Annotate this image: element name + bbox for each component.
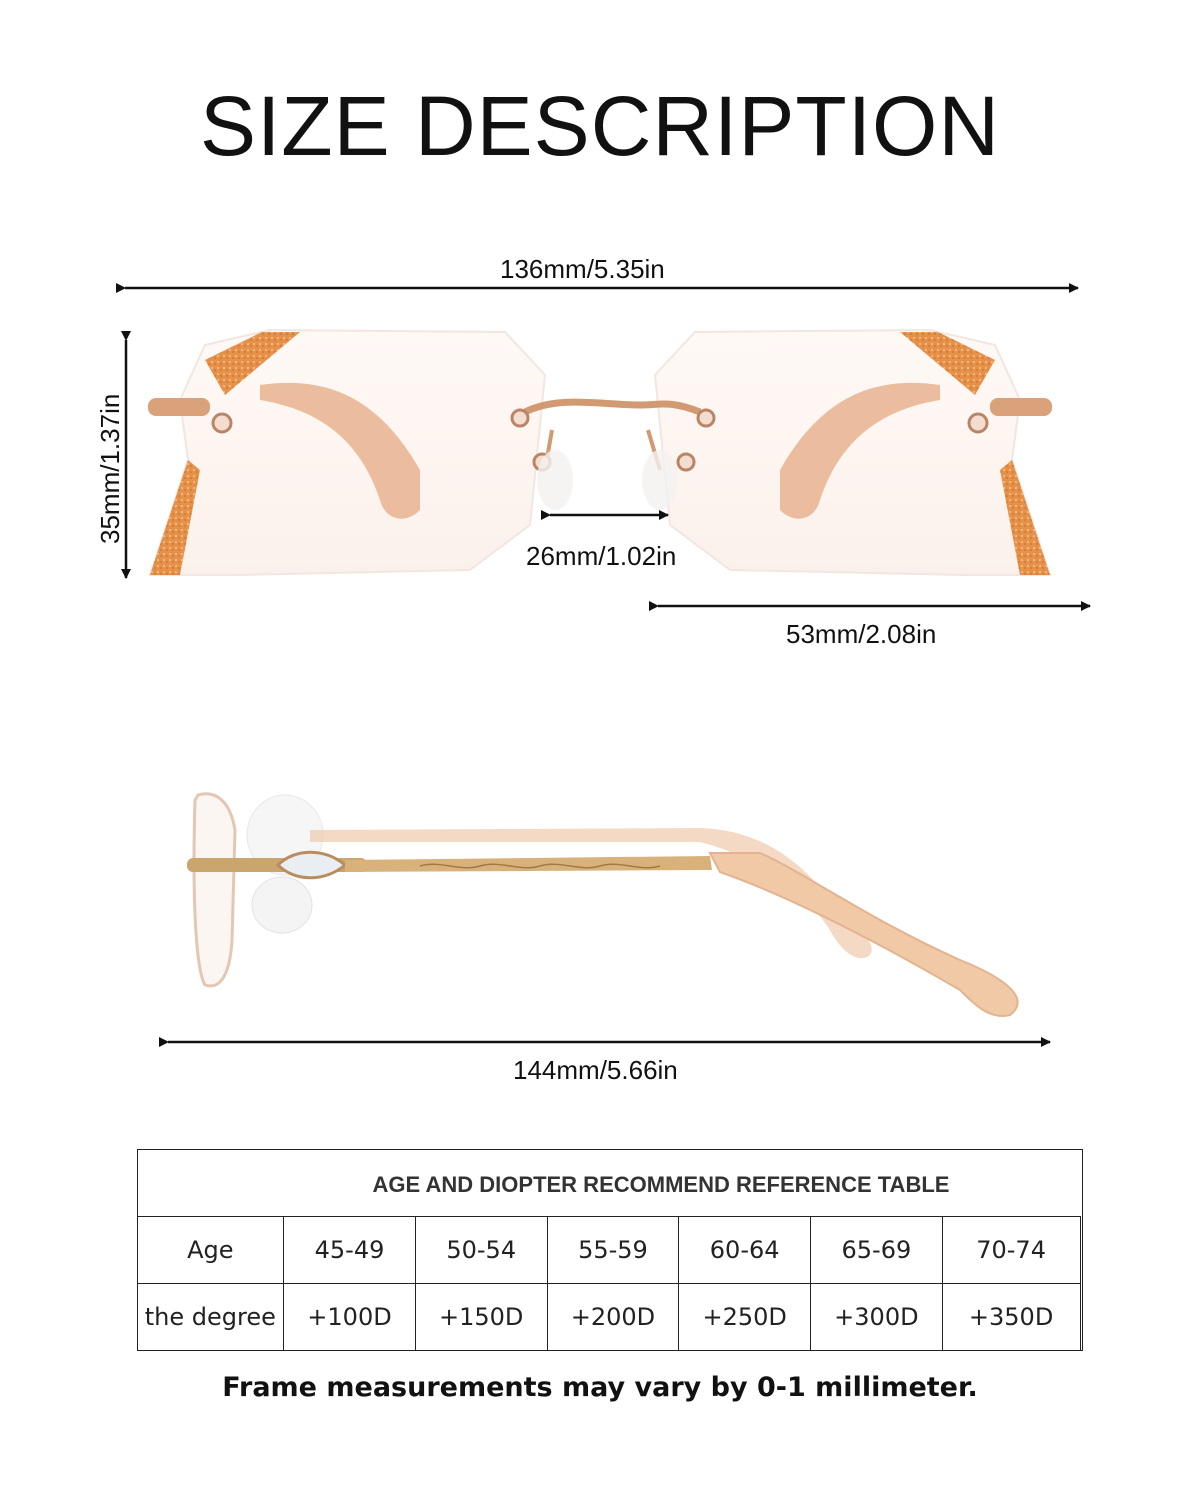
table-row-degree <box>137 1284 1080 1351</box>
page-title: SIZE DESCRIPTION <box>199 79 1001 173</box>
side-view-glasses <box>187 794 1018 1016</box>
frame-width-label: 136mm/5.35in <box>500 254 665 284</box>
table-cell: 65-69 <box>811 1217 943 1284</box>
row-label-age: Age <box>137 1217 284 1284</box>
table-cell: 50-54 <box>415 1217 547 1284</box>
table-row-age <box>137 1217 1080 1284</box>
table-cell: 60-64 <box>679 1217 811 1284</box>
reference-table <box>137 1149 1083 1351</box>
table-title: AGE AND DIOPTER RECOMMEND REFERENCE TABLE <box>372 1172 950 1197</box>
table-cell: +300D <box>811 1284 943 1351</box>
table-cell: +150D <box>415 1284 547 1351</box>
table-cell: +250D <box>679 1284 811 1351</box>
table-cell: 70-74 <box>942 1217 1080 1284</box>
table-cell: +100D <box>284 1284 416 1351</box>
temple-length-label: 144mm/5.66in <box>513 1055 678 1085</box>
reference-table-grid <box>137 1216 1081 1351</box>
table-cell: 45-49 <box>284 1217 416 1284</box>
lens-width-label: 53mm/2.08in <box>786 619 937 649</box>
front-view-glasses <box>148 330 1052 575</box>
lens-height-label: 35mm/1.37in <box>95 393 125 544</box>
table-cell: 55-59 <box>547 1217 679 1284</box>
measurement-note: Frame measurements may vary by 0-1 millimeter. <box>222 1372 978 1403</box>
crystal-ornament <box>278 852 345 878</box>
bridge-width-label: 26mm/1.02in <box>526 541 677 571</box>
table-cell: +200D <box>547 1284 679 1351</box>
table-cell: +350D <box>942 1284 1080 1351</box>
side-lens <box>194 794 235 986</box>
row-label-degree: the degree <box>137 1284 284 1351</box>
